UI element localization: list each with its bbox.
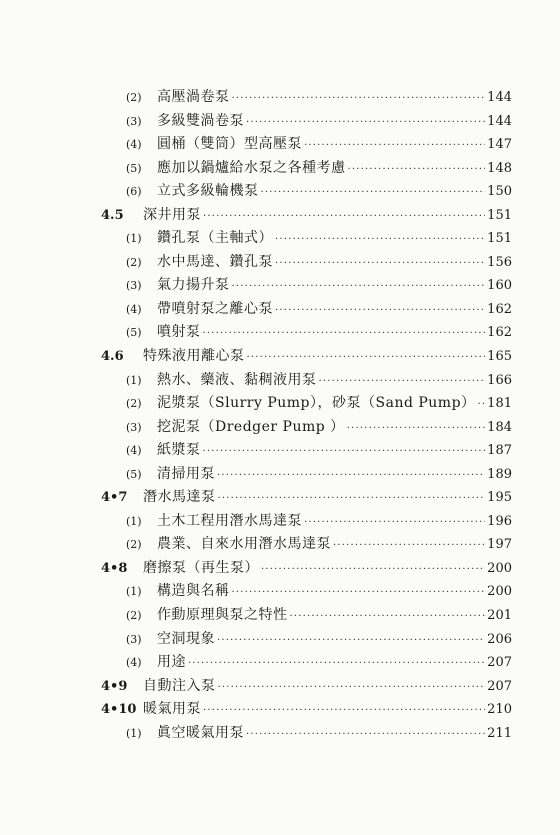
entry-page-number: 181: [487, 396, 512, 412]
entry-number: (4): [126, 656, 142, 670]
entry-title: 特殊液用離心泵: [143, 348, 245, 365]
entry-page-number: 151: [487, 231, 512, 247]
toc-subsection-row: [0, 463, 560, 487]
toc-subsection-row: [0, 157, 560, 181]
entry-page-number: 197: [487, 537, 512, 553]
dot-leader: [218, 676, 486, 700]
dot-leader: [217, 464, 485, 488]
entry-number: (2): [126, 91, 142, 104]
entry-number: (2): [126, 255, 142, 269]
entry-number: (2): [126, 397, 142, 411]
entry-number: 4•8: [101, 560, 128, 576]
dot-leader: [232, 87, 486, 111]
toc-subsection-row: [0, 416, 560, 440]
entry-page-number: 162: [487, 325, 512, 341]
entry-page-number: 210: [487, 702, 512, 718]
toc-subsection-row: [0, 369, 560, 393]
entry-title: 立式多級輪機泵: [157, 183, 259, 200]
entry-title: 潛水馬達泵: [143, 489, 216, 506]
entry-number: (5): [126, 326, 142, 340]
entry-title: 氣力揚升泵: [157, 277, 230, 294]
dot-leader: [247, 346, 486, 370]
entry-number: (4): [126, 302, 142, 316]
entry-title: 磨擦泵（再生泵）: [143, 559, 259, 576]
entry-title: 挖泥泵（Dredger Pump ）: [157, 418, 345, 435]
entry-number: (1): [126, 514, 142, 528]
entry-number: (2): [126, 609, 142, 623]
entry-title: 作動原理與泵之特性: [157, 607, 288, 624]
toc-subsection-row: [0, 86, 560, 110]
entry-page-number: 162: [487, 301, 512, 317]
toc-subsection-row: [0, 298, 560, 322]
toc-subsection-row: [0, 651, 560, 675]
entry-page-number: 150: [487, 184, 512, 200]
entry-page-number: 147: [487, 137, 512, 153]
entry-number: 4•10: [101, 702, 137, 718]
entry-page-number: 200: [487, 560, 512, 576]
dot-leader: [232, 581, 486, 605]
entry-page-number: 187: [487, 443, 512, 459]
entry-title: 多級雙渦卷泵: [157, 112, 244, 129]
toc-subsection-row: [0, 628, 560, 652]
entry-number: (4): [126, 444, 142, 458]
entry-title: 鑽孔泵（主軸式）: [157, 230, 273, 247]
entry-page-number: 207: [487, 678, 512, 694]
toc-subsection-row: [0, 133, 560, 157]
entry-title: 圓桶（雙筒）型高壓泵: [157, 136, 302, 153]
dot-leader: [203, 205, 485, 229]
entry-page-number: 160: [487, 278, 512, 294]
toc-section-row: [0, 345, 560, 369]
toc-subsection-row: [0, 251, 560, 275]
dot-leader: [218, 487, 486, 511]
toc-subsection-row: [0, 722, 560, 746]
dot-leader: [290, 605, 486, 629]
toc-subsection-row: [0, 180, 560, 204]
dot-leader: [304, 511, 485, 535]
dot-leader: [261, 558, 485, 582]
entry-page-number: 144: [487, 90, 512, 105]
dot-leader: [203, 440, 486, 464]
entry-title: 水中馬達、鑽孔泵: [157, 253, 273, 270]
toc-section-row: [0, 486, 560, 510]
entry-title: 農業、自來水用潛水馬達泵: [157, 536, 331, 553]
toc-subsection-row: [0, 604, 560, 628]
entry-number: (1): [126, 585, 142, 599]
entry-title: 深井用泵: [143, 206, 201, 223]
entry-page-number: 148: [487, 160, 512, 176]
entry-title: 帶噴射泵之離心泵: [157, 300, 273, 317]
dot-leader: [275, 228, 485, 252]
dot-leader: [347, 417, 485, 441]
toc-subsection-row: [0, 274, 560, 298]
dot-leader: [203, 699, 485, 723]
entry-title: 土木工程用潛水馬達泵: [157, 512, 302, 529]
toc-subsection-row: [0, 321, 560, 345]
entry-page-number: 195: [487, 490, 512, 506]
entry-number: (3): [126, 114, 142, 128]
toc-section-row: [0, 557, 560, 581]
entry-page-number: 144: [487, 113, 512, 129]
entry-title: 高壓渦卷泵: [157, 89, 230, 105]
entry-title: 空洞現象: [157, 630, 215, 647]
entry-title: 自動注入泵: [143, 677, 216, 694]
entry-number: (3): [126, 279, 142, 293]
entry-page-number: 207: [487, 655, 512, 671]
toc-subsection-row: [0, 110, 560, 134]
toc-section-row: [0, 698, 560, 722]
entry-number: 4•7: [101, 490, 128, 506]
dot-leader: [333, 534, 485, 558]
table-of-contents: [0, 86, 560, 745]
toc-section-row: [0, 204, 560, 228]
entry-page-number: 165: [487, 349, 512, 365]
entry-number: (6): [126, 185, 142, 199]
entry-title: 噴射泵: [157, 324, 201, 341]
entry-title: 清掃用泵: [157, 465, 215, 482]
dot-leader: [304, 134, 485, 158]
entry-number: (5): [126, 161, 142, 175]
entry-page-number: 200: [487, 584, 512, 600]
toc-subsection-row: [0, 392, 560, 416]
entry-number: (1): [126, 373, 142, 387]
entry-title: 紙漿泵: [157, 442, 201, 459]
dot-leader: [217, 629, 485, 653]
entry-title: 熱水、藥液、黏稠液用泵: [157, 371, 317, 388]
entry-page-number: 166: [487, 372, 512, 388]
entry-number: (1): [126, 726, 142, 740]
entry-page-number: 189: [487, 466, 512, 482]
dot-leader: [275, 252, 485, 276]
dot-leader: [275, 299, 485, 323]
dot-leader: [203, 322, 486, 346]
entry-number: (5): [126, 467, 142, 481]
dot-leader: [188, 652, 485, 676]
dot-leader: [232, 275, 486, 299]
dot-leader: [246, 723, 485, 747]
entry-number: (4): [126, 138, 142, 152]
entry-page-number: 201: [487, 608, 512, 624]
entry-title: 泥漿泵（Slurry Pump），砂泵（Sand Pump）: [157, 395, 476, 412]
entry-page-number: 156: [487, 254, 512, 270]
toc-subsection-row: [0, 580, 560, 604]
entry-title: 眞空暖氣用泵: [157, 724, 244, 741]
dot-leader: [478, 393, 486, 417]
dot-leader: [348, 158, 486, 182]
entry-title: 構造與名稱: [157, 583, 230, 600]
entry-title: 暖氣用泵: [143, 701, 201, 718]
entry-title: 用途: [157, 654, 186, 671]
dot-leader: [261, 181, 486, 205]
toc-subsection-row: [0, 510, 560, 534]
entry-page-number: 151: [487, 207, 512, 223]
entry-page-number: 184: [487, 419, 512, 435]
entry-number: (1): [126, 232, 142, 246]
toc-section-row: [0, 675, 560, 699]
dot-leader: [246, 111, 485, 135]
entry-number: (2): [126, 538, 142, 552]
toc-subsection-row: [0, 439, 560, 463]
entry-number: 4.5: [101, 207, 124, 223]
entry-title: 應加以鍋爐給水泵之各種考慮: [157, 159, 346, 176]
toc-subsection-row: [0, 533, 560, 557]
entry-number: 4.6: [101, 349, 124, 365]
entry-number: (3): [126, 632, 142, 646]
entry-number: (3): [126, 420, 142, 434]
entry-page-number: 196: [487, 513, 512, 529]
entry-page-number: 206: [487, 631, 512, 647]
entry-number: 4•9: [101, 678, 128, 694]
entry-page-number: 211: [487, 725, 512, 741]
dot-leader: [319, 370, 486, 394]
toc-subsection-row: [0, 227, 560, 251]
